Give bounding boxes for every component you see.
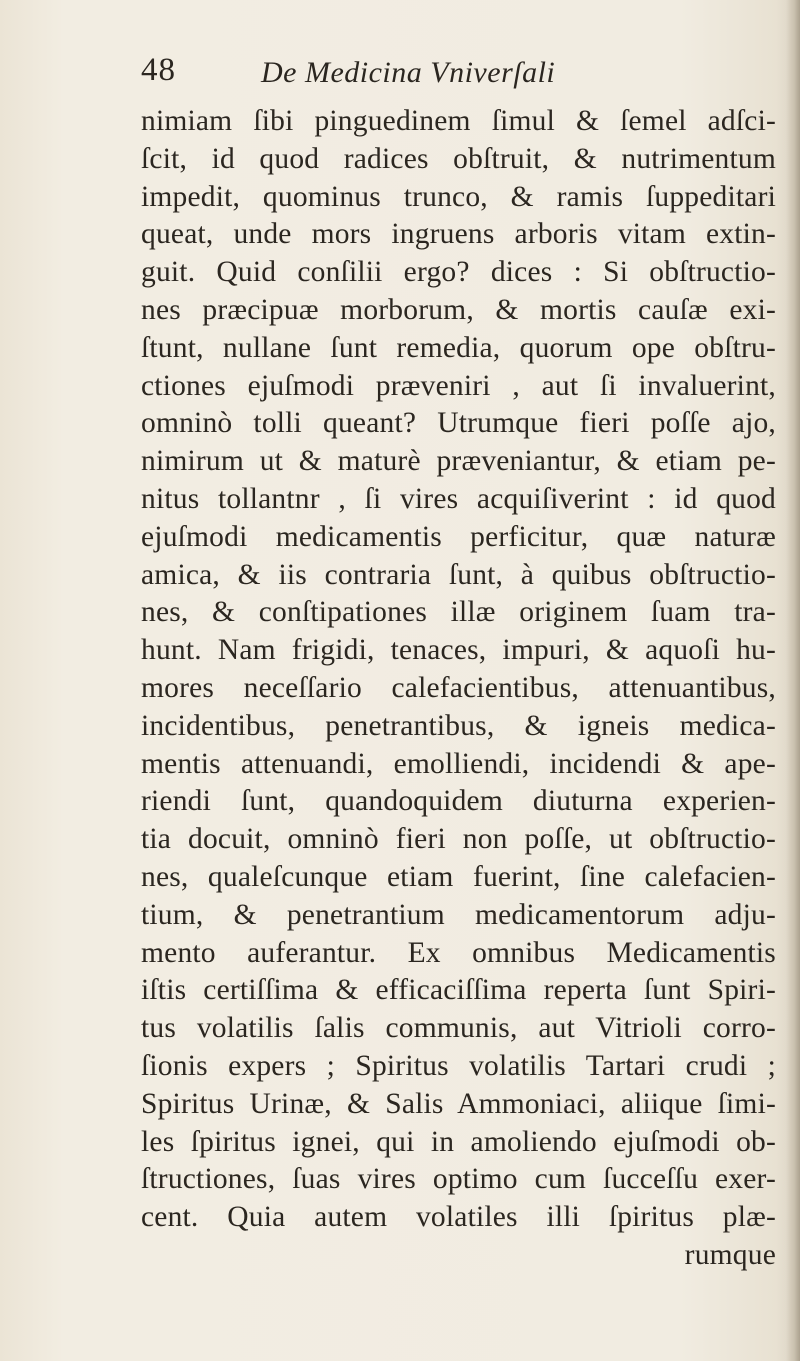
text-line: tium, & penetrantium medicamentorum adju- <box>141 898 776 931</box>
text-line: iſtis certiſſima & efficaciſſima reperta ſunt Spiri- <box>141 974 776 1007</box>
text-line: tia docuit, omninò fieri non poſſe, ut obſtructio- <box>141 823 776 856</box>
text-line: ctiones ejuſmodi præveniri , aut ſi invaluerint, <box>141 369 776 402</box>
text-line: Spiritus Urinæ, & Salis Ammoniaci, aliique ſimi- <box>141 1087 776 1120</box>
text-line: ſtunt, nullane ſunt remedia, quorum ope obſtru- <box>141 331 776 364</box>
text-line: ſionis expers ; Spiritus volatilis Tartari crudi ; <box>141 1049 776 1082</box>
text-line: amica, & iis contraria ſunt, à quibus obſtructio- <box>141 558 776 591</box>
text-line: incidentibus, penetrantibus, & igneis medica- <box>141 709 776 742</box>
text-line: les ſpiritus ignei, qui in amoliendo ejuſmodi ob- <box>141 1125 776 1158</box>
running-title: De Medicina Vniverſali <box>261 56 556 89</box>
text-line: nimirum ut & maturè præveniantur, & etiam pe- <box>141 445 776 478</box>
text-line: nitus tollantnr , ſi vires acquiſiverint : id quod <box>141 482 776 515</box>
text-line: tus volatilis ſalis communis, aut Vitrioli corro- <box>141 1012 776 1045</box>
text-line: mentis attenuandi, emolliendi, incidendi & ape- <box>141 747 776 780</box>
text-line: cent. Quia autem volatiles illi ſpiritus plæ- <box>141 1201 776 1234</box>
text-line: ejuſmodi medicamentis perficitur, quæ naturæ <box>141 520 776 553</box>
text-line: hunt. Nam frigidi, tenaces, impuri, & aquoſi hu- <box>141 634 776 667</box>
text-line: nes, & conſtipationes illæ originem ſuam tra- <box>141 596 776 629</box>
text-line: impedit, quominus trunco, & ramis ſuppeditari <box>141 180 776 213</box>
text-line: nimiam ſibi pinguedinem ſimul & ſemel adſci- <box>141 105 776 137</box>
text-line: nes, qualeſcunque etiam fuerint, ſine calefacien- <box>141 860 776 893</box>
page-header <box>141 52 761 100</box>
text-line: guit. Quid conſilii ergo? dices : Si obſtructio- <box>141 256 776 289</box>
body-text <box>141 103 781 1275</box>
text-line: omninò tolli queant? Utrumque fieri poſſe ajo, <box>141 407 776 440</box>
text-line: ſcit, id quod radices obſtruit, & nutrimentum <box>141 142 776 175</box>
text-line: riendi ſunt, quandoquidem diuturna experien- <box>141 785 776 818</box>
text-line: mores neceſſario calefacientibus, attenuantibus, <box>141 671 776 704</box>
text-line: mento auferantur. Ex omnibus Medicamentis <box>141 936 776 969</box>
text-line: nes præcipuæ morborum, & mortis cauſæ exi- <box>141 293 776 326</box>
text-line: queat, unde mors ingruens arboris vitam extin- <box>141 218 776 251</box>
page-edge <box>786 0 800 1361</box>
page-number: 48 <box>141 52 176 88</box>
catchword: rumque <box>684 1238 776 1271</box>
text-line: ſtructiones, ſuas vires optimo cum ſucceſſu exer- <box>141 1163 776 1196</box>
